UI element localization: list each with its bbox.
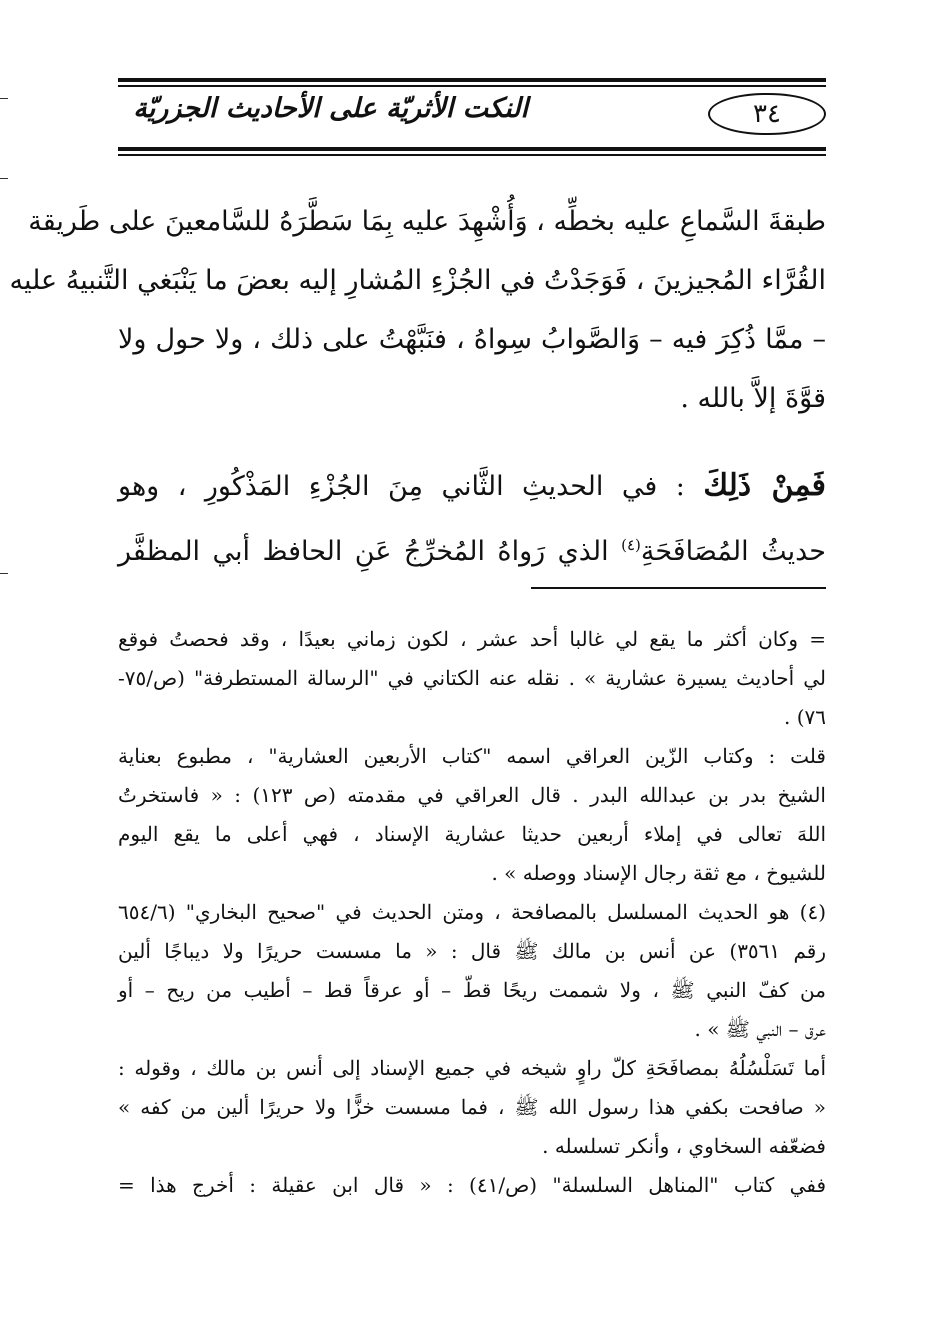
text-span: حديثُ المُصَافَحَةِ — [640, 536, 826, 567]
text-line: – ممَّا ذُكِرَ فيه – وَالصَّوابُ سِواهُ ، فنَبَّهْتُ على ذلك ، ولا حول ولا — [118, 324, 826, 355]
main-text — [9, 198, 827, 580]
header-rule — [118, 154, 826, 156]
scan-mark — [0, 573, 8, 574]
footnote-line: من كفّ النبي ﷺ ، ولا شممت ريحًا قطّ – أو عرقاً قط – أطيب من ريح – أو — [118, 978, 826, 1002]
footnote-line: ٧٦) . — [783, 705, 826, 729]
footnote-line: عرق – النبي ﷺ » . — [694, 1017, 826, 1041]
text-span: : في الحديثِ الثَّاني مِنَ الجُزْءِ المَذْكُورِ ، وهو — [118, 471, 685, 502]
footnote-line: للشيوخ ، مع ثقة رجال الإسناد ووصله » . — [491, 861, 826, 885]
header-rule — [118, 85, 826, 87]
scan-mark — [0, 178, 8, 179]
header-rule — [118, 147, 826, 151]
footnote-line: أما تَسَلْسُلُهُ بمصافَحَةِ كلّ راوٍ شيخه في جميع الإسناد إلى أنس بن مالك ، وقوله : — [118, 1056, 826, 1080]
paragraph-lead: فَمِنْ ذَلِكَ — [703, 468, 827, 503]
text-line: قوَّةَ إلاَّ بالله . — [680, 383, 826, 414]
footnote-line: = وكان أكثر ما يقع لي غالبا أحد عشر ، لكون زماني بعيدًا ، وقد فحصتُ فوقع — [118, 627, 826, 651]
footnote-line: « صافحت بكفي هذا رسول الله ﷺ ، فما مسست خزًّا ولا حريرًا ألين من كفه » — [118, 1095, 826, 1119]
text-line — [118, 462, 826, 521]
text-line: القُرَّاء المُجيزينَ ، فَوَجَدْتُ في الجُزْءِ المُشارِ إليه بعضَ ما يَنْبَغي التَّنبيهُ عليه — [9, 265, 826, 296]
footnote-separator — [531, 587, 826, 589]
running-title: النكت الأثريّة على الأحاديث الجزريّة — [133, 93, 528, 124]
footnote-marker: (٤) — [621, 536, 641, 554]
scan-mark — [0, 98, 8, 99]
header-rule — [118, 78, 826, 82]
footnote-line: (٤) هو الحديث المسلسل بالمصافحة ، ومتن الحديث في "صحيح البخاري" (٦٥٤/٦ — [118, 900, 826, 924]
footnote-line: ففي كتاب "المناهل السلسلة" (ص/٤١) : « قال ابن عقيلة : أخرج هذا = — [118, 1173, 826, 1197]
page-number: ٣٤ — [708, 93, 826, 135]
footnote-line: لي أحاديث يسيرة عشارية » . نقله عنه الكتاني في "الرسالة المستطرفة" (ص/٧٥- — [118, 666, 826, 690]
footnote-line: رقم ٣٥٦١) عن أنس بن مالك ﷺ قال : « ما مسست حريرًا ولا ديباجًا ألين — [118, 939, 826, 963]
text-line — [118, 521, 826, 580]
footnote-line: فضعّفه السخاوي ، وأنكر تسلسله . — [542, 1134, 826, 1158]
footnotes — [118, 622, 826, 1207]
footnote-line: اللهَ تعالى في إملاء أربعين حديثا عشارية الإسناد ، فهي أعلى ما يقع اليوم — [118, 822, 826, 846]
footnote-line: الشيخ بدر بن عبدالله البدر . قال العراقي في مقدمته (ص ١٢٣) : « فاستخرتُ — [118, 783, 826, 807]
footnote-line: قلت : وكتاب الزّين العراقي اسمه "كتاب الأربعين العشارية" ، مطبوع بعناية — [118, 744, 826, 768]
text-line: طبقةَ السَّماعِ عليه بخطِّه ، وَأُشْهِدَ عليه بِمَا سَطَّرَهُ للسَّامعينَ على طَريقة — [28, 206, 826, 237]
text-span: الذي رَواهُ المُخرِّجُ عَنِ الحافظ أبي المظفَّر — [118, 536, 609, 567]
